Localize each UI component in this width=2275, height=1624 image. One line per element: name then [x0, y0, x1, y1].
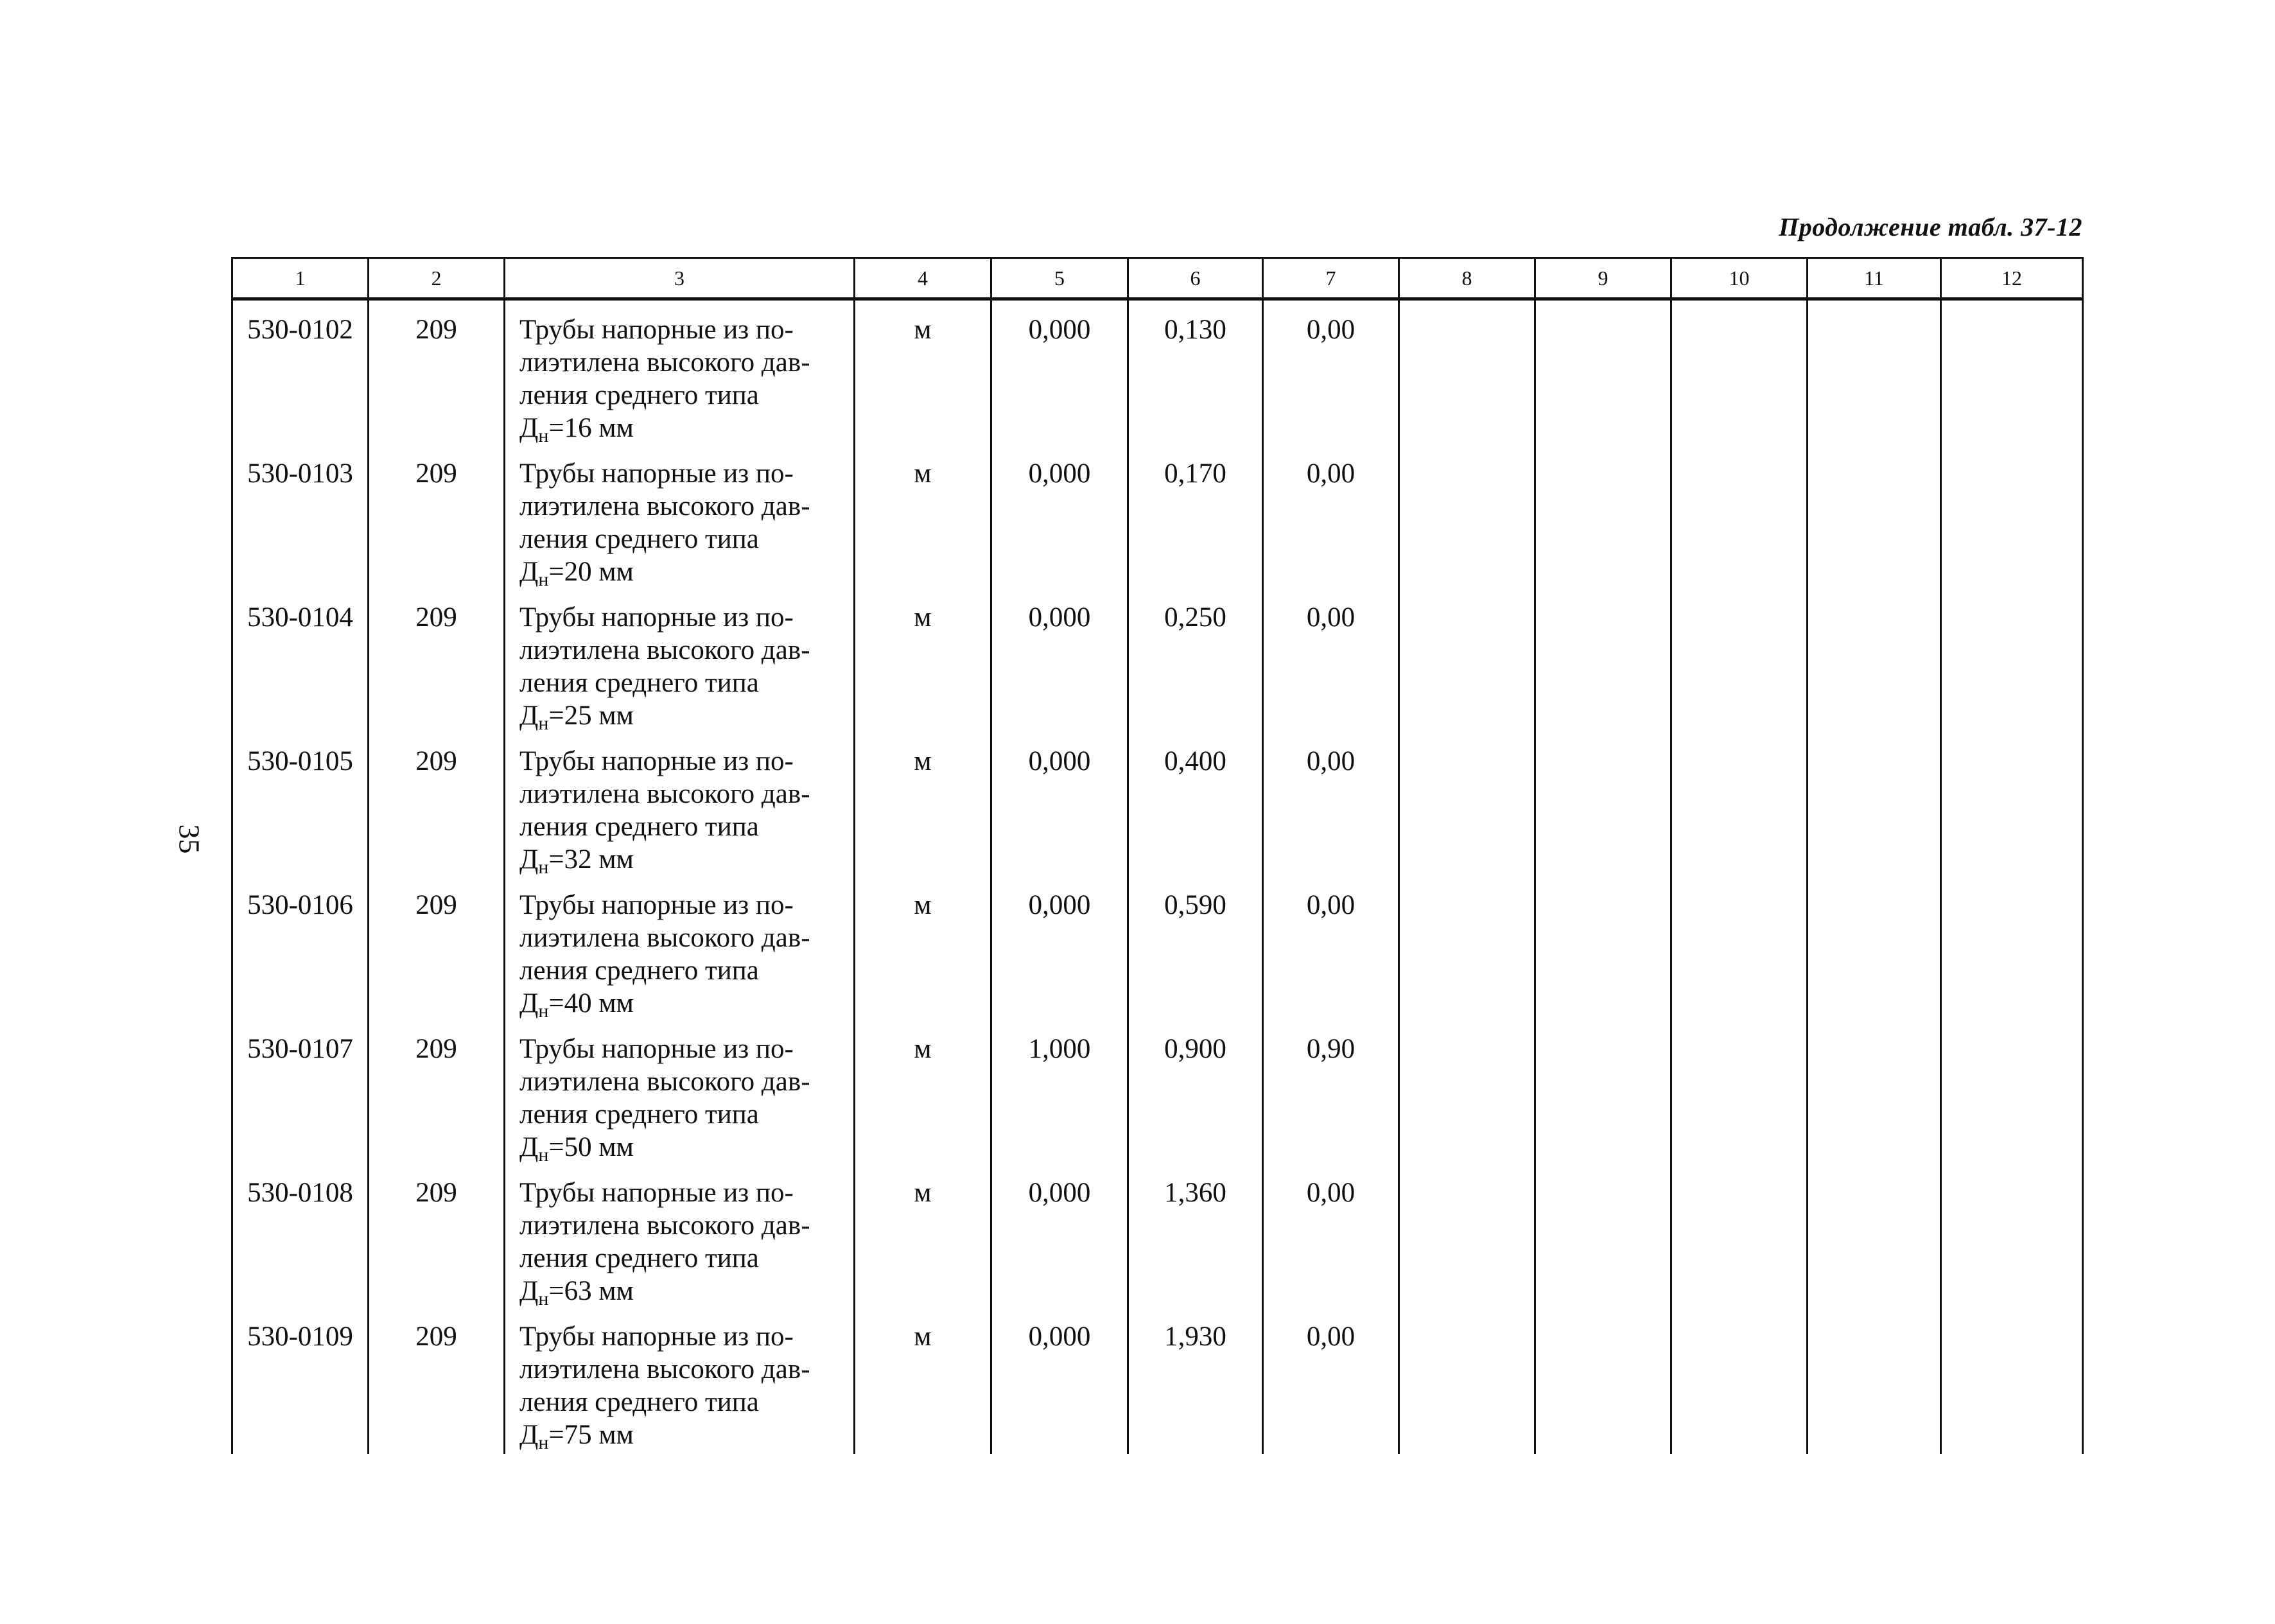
- column-header-2: 2: [369, 258, 505, 299]
- column-header-10: 10: [1671, 258, 1808, 299]
- diameter-subscript: н: [538, 1144, 549, 1166]
- column-header-9: 9: [1535, 258, 1671, 299]
- value-col-7: 0,00: [1263, 588, 1399, 732]
- empty-col-11: [1808, 1020, 1941, 1164]
- diameter-line: [519, 1275, 850, 1307]
- item-code: 530-0106: [232, 876, 369, 1020]
- item-description: [505, 1164, 855, 1307]
- description-line: лиэтилена высокого дав-: [519, 347, 810, 378]
- diameter-subscript: н: [538, 713, 549, 734]
- description-line: лиэтилена высокого дав-: [519, 1354, 810, 1384]
- item-description: [505, 876, 855, 1020]
- item-unit: м: [855, 444, 991, 588]
- item-unit: м: [855, 1307, 991, 1454]
- description-line: лиэтилена высокого дав-: [519, 1210, 810, 1241]
- description-line: Трубы напорные из по-: [519, 1178, 794, 1208]
- value-col-5: 0,000: [991, 732, 1128, 876]
- item-unit: м: [855, 1020, 991, 1164]
- diameter-prefix: Д: [519, 701, 539, 731]
- empty-col-8: [1399, 1307, 1535, 1454]
- diameter-line: [519, 843, 850, 876]
- item-description: [505, 1307, 855, 1454]
- description-line: ления среднего типа: [519, 524, 759, 554]
- diameter-value: =20 мм: [548, 557, 634, 587]
- diameter-prefix: Д: [519, 844, 539, 875]
- item-code: 530-0108: [232, 1164, 369, 1307]
- empty-col-9: [1535, 1020, 1671, 1164]
- empty-col-10: [1671, 1307, 1808, 1454]
- item-description: [505, 732, 855, 876]
- diameter-subscript: н: [538, 1432, 549, 1453]
- empty-col-9: [1535, 299, 1671, 445]
- item-group: 209: [369, 1164, 505, 1307]
- item-code: 530-0109: [232, 1307, 369, 1454]
- value-col-6: 0,170: [1128, 444, 1263, 588]
- empty-col-10: [1671, 299, 1808, 445]
- empty-col-11: [1808, 299, 1941, 445]
- empty-col-11: [1808, 444, 1941, 588]
- value-col-5: 0,000: [991, 299, 1128, 445]
- value-col-7: 0,00: [1263, 876, 1399, 1020]
- description-line: Трубы напорные из по-: [519, 458, 794, 489]
- diameter-subscript: н: [538, 1000, 549, 1022]
- description-line: Трубы напорные из по-: [519, 1034, 794, 1064]
- diameter-value: =16 мм: [548, 413, 634, 443]
- empty-col-12: [1941, 299, 2083, 445]
- empty-col-9: [1535, 1307, 1671, 1454]
- item-unit: м: [855, 588, 991, 732]
- table-row: [232, 1164, 2083, 1307]
- description-line: лиэтилена высокого дав-: [519, 923, 810, 953]
- diameter-prefix: Д: [519, 1132, 539, 1162]
- item-code: 530-0105: [232, 732, 369, 876]
- empty-col-12: [1941, 732, 2083, 876]
- empty-col-11: [1808, 1164, 1941, 1307]
- value-col-6: 0,400: [1128, 732, 1263, 876]
- empty-col-10: [1671, 1020, 1808, 1164]
- price-table: [231, 257, 2084, 1454]
- diameter-subscript: н: [538, 569, 549, 590]
- header-row: [232, 258, 2083, 299]
- empty-col-10: [1671, 588, 1808, 732]
- empty-col-9: [1535, 732, 1671, 876]
- diameter-subscript: н: [538, 425, 549, 446]
- column-header-3: 3: [505, 258, 855, 299]
- empty-col-12: [1941, 1307, 2083, 1454]
- empty-col-12: [1941, 1164, 2083, 1307]
- empty-col-8: [1399, 1164, 1535, 1307]
- diameter-line: [519, 555, 850, 588]
- description-line: ления среднего типа: [519, 812, 759, 842]
- column-header-1: 1: [232, 258, 369, 299]
- description-line: Трубы напорные из по-: [519, 1322, 794, 1352]
- description-line: Трубы напорные из по-: [519, 890, 794, 920]
- value-col-7: 0,00: [1263, 444, 1399, 588]
- table-row: [232, 1020, 2083, 1164]
- item-group: 209: [369, 1020, 505, 1164]
- value-col-6: 0,250: [1128, 588, 1263, 732]
- description-line: лиэтилена высокого дав-: [519, 491, 810, 521]
- item-description: [505, 444, 855, 588]
- item-description: [505, 299, 855, 445]
- empty-col-11: [1808, 732, 1941, 876]
- empty-col-11: [1808, 1307, 1941, 1454]
- value-col-7: 0,00: [1263, 1307, 1399, 1454]
- value-col-5: 0,000: [991, 444, 1128, 588]
- value-col-5: 0,000: [991, 1164, 1128, 1307]
- empty-col-12: [1941, 1020, 2083, 1164]
- empty-col-8: [1399, 732, 1535, 876]
- item-unit: м: [855, 299, 991, 445]
- item-description: [505, 1020, 855, 1164]
- diameter-value: =40 мм: [548, 988, 634, 1018]
- empty-col-8: [1399, 299, 1535, 445]
- value-col-5: 0,000: [991, 588, 1128, 732]
- diameter-line: [519, 699, 850, 732]
- description-line: Трубы напорные из по-: [519, 746, 794, 776]
- item-group: 209: [369, 876, 505, 1020]
- empty-col-12: [1941, 444, 2083, 588]
- description-line: ления среднего типа: [519, 1387, 759, 1417]
- empty-col-8: [1399, 876, 1535, 1020]
- item-group: 209: [369, 299, 505, 445]
- item-code: 530-0104: [232, 588, 369, 732]
- diameter-value: =63 мм: [548, 1276, 634, 1306]
- empty-col-9: [1535, 444, 1671, 588]
- empty-col-12: [1941, 588, 2083, 732]
- column-header-6: 6: [1128, 258, 1263, 299]
- description-line: Трубы напорные из по-: [519, 315, 794, 345]
- diameter-prefix: Д: [519, 413, 539, 443]
- value-col-6: 0,900: [1128, 1020, 1263, 1164]
- empty-col-10: [1671, 732, 1808, 876]
- item-code: 530-0103: [232, 444, 369, 588]
- table-row: [232, 588, 2083, 732]
- diameter-line: [519, 412, 850, 444]
- table-row: [232, 876, 2083, 1020]
- diameter-subscript: н: [538, 1288, 549, 1309]
- item-unit: м: [855, 876, 991, 1020]
- diameter-prefix: Д: [519, 557, 539, 587]
- diameter-value: =75 мм: [548, 1420, 634, 1450]
- diameter-value: =50 мм: [548, 1132, 634, 1162]
- empty-col-9: [1535, 1164, 1671, 1307]
- column-header-8: 8: [1399, 258, 1535, 299]
- description-line: лиэтилена высокого дав-: [519, 779, 810, 809]
- diameter-prefix: Д: [519, 988, 539, 1018]
- description-line: ления среднего типа: [519, 380, 759, 410]
- value-col-6: 1,360: [1128, 1164, 1263, 1307]
- diameter-prefix: Д: [519, 1276, 539, 1306]
- item-unit: м: [855, 1164, 991, 1307]
- column-header-11: 11: [1808, 258, 1941, 299]
- table-row: [232, 732, 2083, 876]
- empty-col-8: [1399, 588, 1535, 732]
- value-col-6: 0,590: [1128, 876, 1263, 1020]
- value-col-7: 0,90: [1263, 1020, 1399, 1164]
- column-header-12: 12: [1941, 258, 2083, 299]
- description-line: Трубы напорные из по-: [519, 602, 794, 633]
- description-line: ления среднего типа: [519, 1243, 759, 1273]
- value-col-7: 0,00: [1263, 1164, 1399, 1307]
- item-unit: м: [855, 732, 991, 876]
- item-group: 209: [369, 732, 505, 876]
- column-header-5: 5: [991, 258, 1128, 299]
- table-row: [232, 444, 2083, 588]
- diameter-value: =32 мм: [548, 844, 634, 875]
- item-group: 209: [369, 1307, 505, 1454]
- diameter-value: =25 мм: [548, 701, 634, 731]
- empty-col-10: [1671, 1164, 1808, 1307]
- diameter-subscript: н: [538, 857, 549, 878]
- page-number: 35: [173, 824, 206, 854]
- diameter-line: [519, 1419, 850, 1451]
- empty-col-10: [1671, 444, 1808, 588]
- description-line: лиэтилена высокого дав-: [519, 635, 810, 665]
- value-col-6: 1,930: [1128, 1307, 1263, 1454]
- empty-col-8: [1399, 1020, 1535, 1164]
- item-group: 209: [369, 588, 505, 732]
- table-row: [232, 1307, 2083, 1454]
- value-col-7: 0,00: [1263, 299, 1399, 445]
- item-description: [505, 588, 855, 732]
- empty-col-9: [1535, 876, 1671, 1020]
- empty-col-11: [1808, 876, 1941, 1020]
- diameter-line: [519, 1131, 850, 1164]
- empty-col-9: [1535, 588, 1671, 732]
- description-line: лиэтилена высокого дав-: [519, 1067, 810, 1097]
- price-table-container: [231, 257, 2082, 1467]
- item-code: 530-0107: [232, 1020, 369, 1164]
- empty-col-8: [1399, 444, 1535, 588]
- value-col-6: 0,130: [1128, 299, 1263, 445]
- empty-col-11: [1808, 588, 1941, 732]
- empty-col-12: [1941, 876, 2083, 1020]
- value-col-5: 0,000: [991, 876, 1128, 1020]
- description-line: ления среднего типа: [519, 956, 759, 986]
- table-caption: Продолжение табл. 37-12: [1779, 213, 2082, 241]
- value-col-5: 1,000: [991, 1020, 1128, 1164]
- item-group: 209: [369, 444, 505, 588]
- column-header-4: 4: [855, 258, 991, 299]
- item-code: 530-0102: [232, 299, 369, 445]
- table-row: [232, 299, 2083, 445]
- diameter-line: [519, 987, 850, 1020]
- column-header-7: 7: [1263, 258, 1399, 299]
- diameter-prefix: Д: [519, 1420, 539, 1450]
- empty-col-10: [1671, 876, 1808, 1020]
- description-line: ления среднего типа: [519, 1099, 759, 1130]
- value-col-5: 0,000: [991, 1307, 1128, 1454]
- value-col-7: 0,00: [1263, 732, 1399, 876]
- description-line: ления среднего типа: [519, 668, 759, 698]
